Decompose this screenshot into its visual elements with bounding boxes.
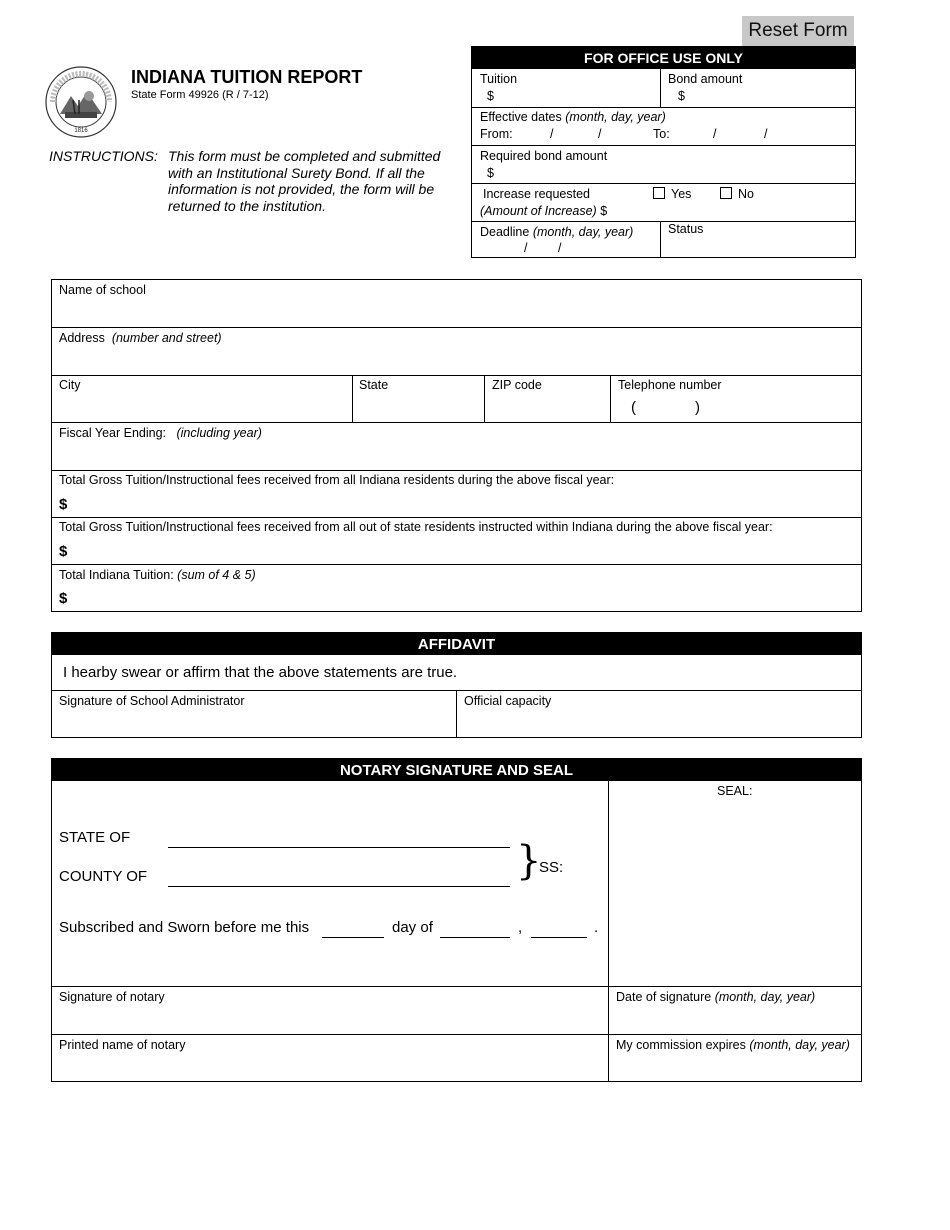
affidavit-title: AFFIDAVIT (52, 633, 861, 655)
ss-label: SS: (539, 859, 564, 876)
slash: / (558, 241, 562, 255)
state-of-label: STATE OF (59, 829, 131, 846)
in-state-fees-dollar: $ (59, 496, 68, 513)
slash: / (764, 127, 768, 141)
notary-signature-label: Signature of notary (59, 990, 165, 1004)
school-info-table (51, 279, 862, 612)
amount-of-increase-input[interactable] (607, 202, 847, 220)
subscribed-label: Subscribed and Sworn before me this (59, 919, 310, 936)
out-state-fees-input[interactable] (72, 539, 852, 563)
slash: / (524, 241, 528, 255)
telephone-paren-close: ) (695, 399, 700, 416)
instructions-label: INSTRUCTIONS: (49, 148, 158, 164)
fiscal-year-label: Fiscal Year Ending: (including year) (59, 426, 262, 440)
notary-day-input[interactable] (322, 917, 384, 936)
period: . (594, 919, 599, 936)
seal-area (617, 804, 852, 984)
telephone-paren-open: ( (631, 399, 636, 416)
commission-expires-input[interactable] (616, 1055, 854, 1079)
date-of-signature-label: Date of signature (month, day, year) (616, 990, 816, 1004)
in-state-fees-input[interactable] (72, 492, 852, 516)
increase-no-checkbox[interactable] (720, 187, 732, 199)
notary-month-input[interactable] (440, 917, 510, 936)
to-label: To: (653, 127, 670, 141)
office-row-required-bond (472, 145, 855, 183)
printed-name-label: Printed name of notary (59, 1038, 186, 1052)
office-bond-amount-label: Bond amount (668, 72, 743, 86)
county-of-label: COUNTY OF (59, 868, 148, 885)
notary-year-input[interactable] (531, 917, 587, 936)
out-state-fees-dollar: $ (59, 543, 68, 560)
instructions-text: This form must be completed and submitted with an Institutional Surety Bond. If all the information is not provided, the form will be returned to the institution. (168, 148, 441, 214)
office-row-increase (472, 183, 855, 221)
city-label: City (59, 378, 81, 392)
required-bond-input[interactable] (497, 164, 837, 182)
office-tuition-dollar: $ (487, 89, 494, 103)
office-row-tuition (472, 69, 855, 107)
address-label: Address (number and street) (59, 331, 222, 345)
increase-yes-checkbox[interactable] (653, 187, 665, 199)
administrator-signature-input[interactable] (59, 711, 449, 735)
required-bond-dollar: $ (487, 166, 494, 180)
notary-title: NOTARY SIGNATURE AND SEAL (52, 759, 861, 781)
office-bond-amount-input[interactable] (688, 87, 848, 105)
amount-of-increase-label: (Amount of Increase) $ (480, 204, 608, 218)
telephone-label: Telephone number (618, 378, 722, 392)
slash: / (598, 127, 602, 141)
day-of-label: day of (392, 919, 433, 936)
zip-input[interactable] (492, 396, 607, 420)
total-tuition-label: Total Indiana Tuition: (sum of 4 & 5) (59, 568, 256, 582)
school-name-label: Name of school (59, 283, 146, 297)
status-input[interactable] (668, 238, 848, 256)
in-state-fees-label: Total Gross Tuition/Instructional fees received from all Indiana residents during the above fiscal year: (59, 473, 615, 487)
office-bond-dollar: $ (678, 89, 685, 103)
from-label: From: (480, 127, 513, 141)
notary-section (51, 758, 862, 1082)
office-row-effective-dates (472, 107, 855, 145)
slash: / (550, 127, 554, 141)
total-tuition-dollar: $ (59, 590, 68, 607)
notary-state-input[interactable] (168, 825, 510, 845)
printed-name-input[interactable] (59, 1055, 599, 1079)
deadline-label: Deadline (month, day, year) (480, 225, 634, 239)
required-bond-label: Required bond amount (480, 149, 608, 163)
office-use-title: FOR OFFICE USE ONLY (472, 47, 855, 69)
increase-requested-label: Increase requested (483, 187, 591, 201)
effective-to-input[interactable] (677, 126, 847, 143)
indiana-state-seal-icon (45, 66, 117, 138)
fiscal-year-input[interactable] (59, 443, 854, 467)
deadline-input[interactable] (502, 240, 642, 257)
notary-signature-input[interactable] (59, 1007, 599, 1031)
office-use-box (471, 46, 856, 258)
brace-symbol: } (516, 838, 542, 884)
svg-text:1816: 1816 (74, 128, 88, 134)
affidavit-statement: I hearby swear or affirm that the above statements are true. (63, 664, 458, 681)
increase-yes-option[interactable]: Yes (653, 187, 691, 201)
out-state-fees-label: Total Gross Tuition/Instructional fees received from all out of state residents instructed within Indiana during the above fiscal year: (59, 520, 773, 534)
office-tuition-label: Tuition (480, 72, 518, 86)
seal-label: SEAL: (717, 784, 753, 798)
state-label: State (359, 378, 389, 392)
commission-expires-label: My commission expires (month, day, year) (616, 1038, 850, 1052)
effective-dates-label: Effective dates (month, day, year) (480, 110, 666, 124)
notary-county-input[interactable] (168, 864, 510, 884)
office-row-deadline (472, 221, 855, 258)
slash: / (713, 127, 717, 141)
affidavit-section (51, 632, 862, 738)
school-name-input[interactable] (59, 300, 854, 324)
zip-label: ZIP code (492, 378, 542, 392)
status-label: Status (668, 222, 704, 236)
city-input[interactable] (59, 396, 344, 420)
date-of-signature-input[interactable] (616, 1007, 854, 1031)
reset-form-button[interactable]: Reset Form (742, 16, 854, 46)
increase-no-option[interactable]: No (720, 187, 754, 201)
form-subtitle: State Form 49926 (R / 7-12) (131, 89, 269, 101)
administrator-signature-label: Signature of School Administrator (59, 694, 245, 708)
telephone-input[interactable] (618, 396, 853, 420)
official-capacity-input[interactable] (464, 711, 854, 735)
effective-from-input[interactable] (517, 126, 647, 143)
total-tuition-input[interactable] (72, 586, 852, 610)
form-title: INDIANA TUITION REPORT (131, 67, 363, 87)
office-tuition-input[interactable] (497, 87, 647, 105)
address-input[interactable] (59, 348, 854, 372)
comma: , (518, 919, 523, 936)
official-capacity-label: Official capacity (464, 694, 552, 708)
state-input[interactable] (359, 396, 484, 420)
